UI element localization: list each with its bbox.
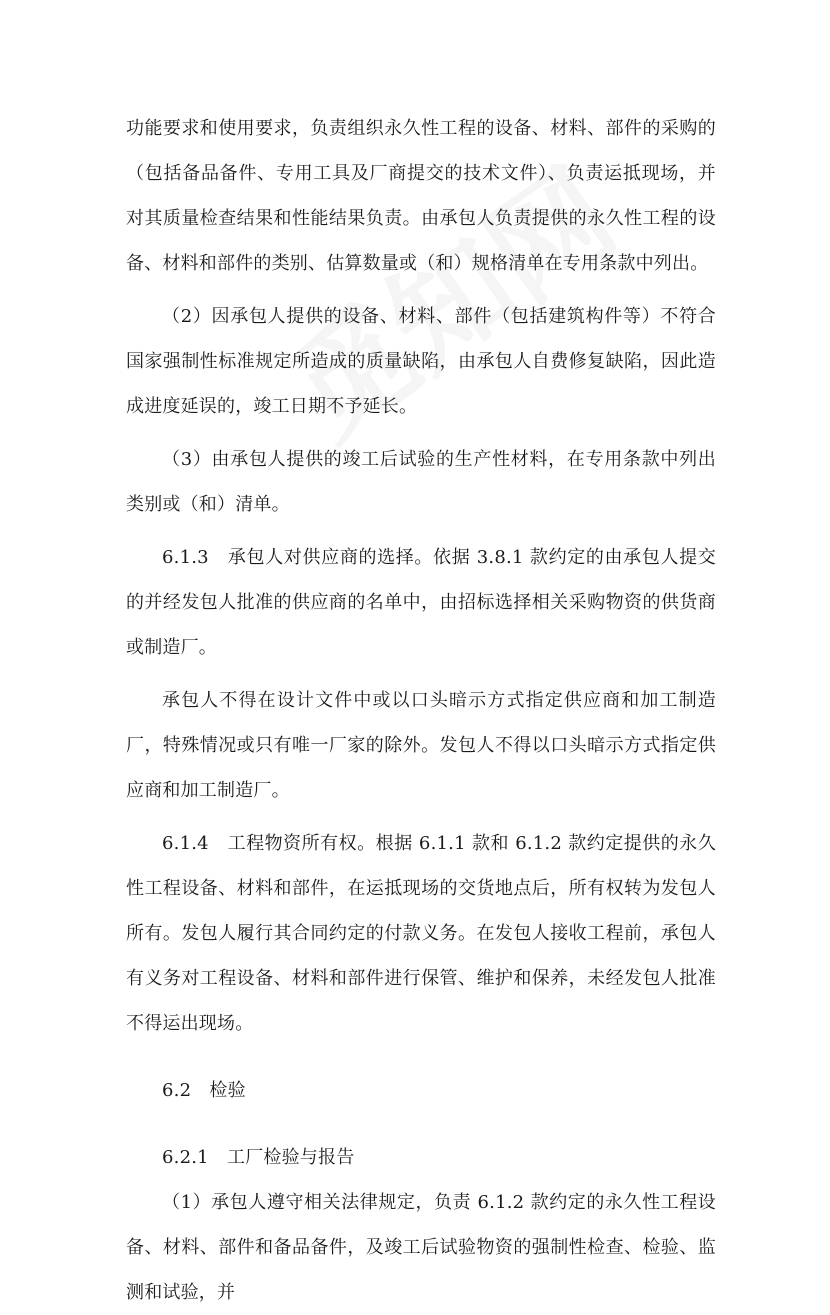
paragraph-6-1-3: 6.1.3 承包人对供应商的选择。依据 3.8.1 款约定的由承包人提交的并经发包人批准的供应商的名单中，由招标选择相关采购物资的供货商或制造厂。 [126, 547, 716, 658]
section-heading-6-2: 6.2 检验 [162, 1080, 246, 1101]
paragraph-item-2: （2）因承包人提供的设备、材料、部件（包括建筑构件等）不符合国家强制性标准规定所造成的质量缺陷，由承包人自费修复缺陷，因此造成进度延误的，竣工日期不予延长。 [126, 306, 716, 417]
subsection-heading-6-2-1: 6.2.1 工厂检验与报告 [162, 1147, 355, 1168]
paragraph-item-3: （3）由承包人提供的竣工后试验的生产性材料，在专用条款中列出类别或（和）清单。 [126, 449, 716, 515]
paragraph-continuation: 功能要求和使用要求，负责组织永久性工程的设备、材料、部件的采购的（包括备品备件、专用工具及厂商提交的技术文件）、负责运抵现场，并对其质量检查结果和性能结果负责。由承包人负责提供的永久性工程的设备、材料和部件的类别、估算数量或（和）规格清单在专用条款中列出。 [126, 118, 716, 274]
paragraph-6-2-1-item-1: （1）承包人遵守相关法律规定，负责 6.1.2 款约定的永久性工程设备、材料、部件和备品备件，及竣工后试验物资的强制性检查、检验、监测和试验，并 [126, 1192, 716, 1303]
paragraph-supplier-rule: 承包人不得在设计文件中或以口头暗示方式指定供应商和加工制造厂，特殊情况或只有唯一厂家的除外。发包人不得以口头暗示方式指定供应商和加工制造厂。 [126, 690, 716, 801]
paragraph-6-1-4: 6.1.4 工程物资所有权。根据 6.1.1 款和 6.1.2 款约定提供的永久性工程设备、材料和部件，在运抵现场的交货地点后，所有权转为发包人所有。发包人履行其合同约定的付款义务。在发包人接收工程前，承包人有义务对工程设备、材料和部件进行保管、维护和保养，未经发包人批准不得运出现场。 [126, 833, 716, 1034]
document-body [126, 106, 716, 1315]
